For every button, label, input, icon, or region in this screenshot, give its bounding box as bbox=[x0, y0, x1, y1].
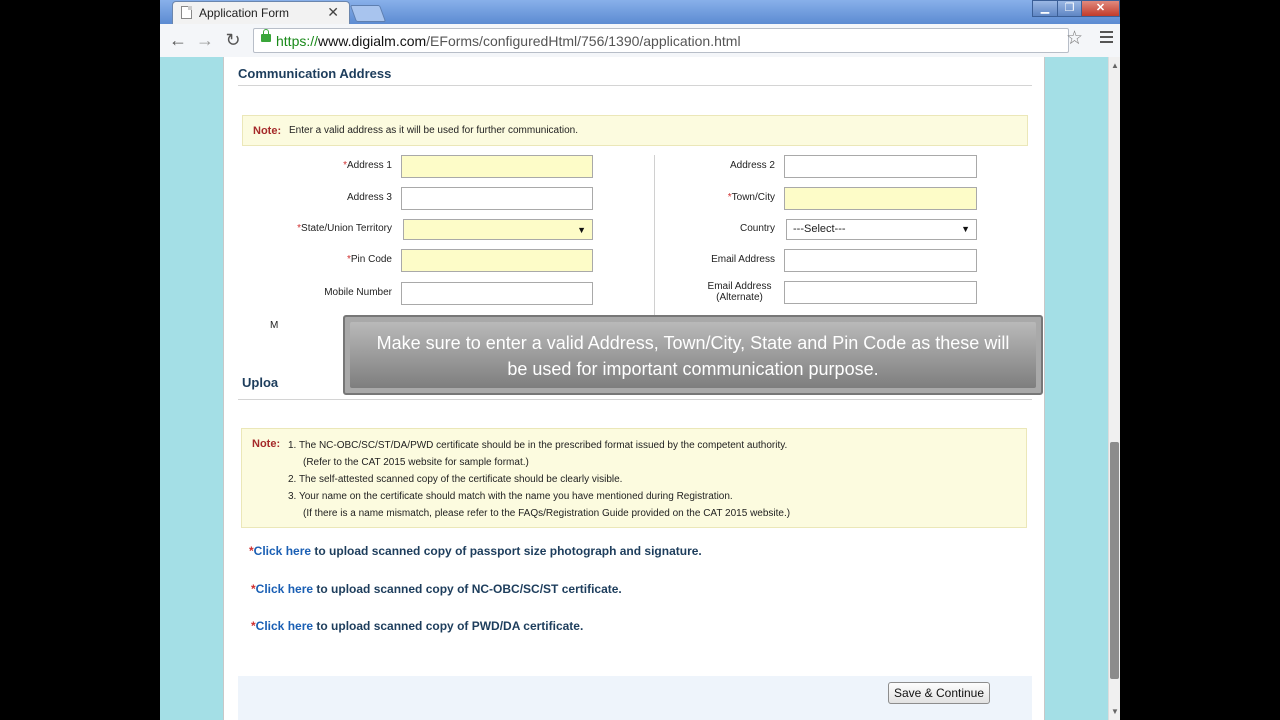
note-text: Enter a valid address as it will be used for further communication. bbox=[289, 125, 579, 136]
browser-toolbar bbox=[160, 24, 1120, 58]
section-divider bbox=[238, 399, 1032, 400]
minimize-button[interactable]: ▁ bbox=[1032, 0, 1058, 17]
address1-label: *Address 1 bbox=[343, 160, 392, 171]
mobile-input[interactable] bbox=[401, 282, 593, 305]
note-label: Note: bbox=[253, 125, 282, 137]
back-arrow-icon[interactable]: ← bbox=[169, 30, 187, 50]
url-host: www.digialm.com bbox=[318, 33, 427, 49]
address-bar[interactable] bbox=[253, 28, 1069, 53]
pin-code-input[interactable] bbox=[401, 249, 593, 272]
upload-section-title: Uploa bbox=[242, 375, 279, 390]
upload-photo-link[interactable]: Click here bbox=[253, 544, 312, 558]
form-page bbox=[223, 57, 1045, 720]
scroll-down-icon[interactable]: ▼ bbox=[1111, 707, 1119, 716]
tab-strip bbox=[160, 0, 1120, 24]
vertical-scrollbar[interactable] bbox=[1108, 57, 1120, 720]
state-select[interactable] bbox=[403, 219, 593, 240]
communication-address-title: Communication Address bbox=[238, 66, 392, 81]
email-alternate-input[interactable] bbox=[784, 281, 977, 304]
email-input[interactable] bbox=[784, 249, 977, 272]
state-label: *State/Union Territory bbox=[297, 223, 392, 234]
note-line: (Refer to the CAT 2015 website for sample format.) bbox=[303, 457, 529, 468]
email-label: Email Address bbox=[711, 254, 775, 265]
form-footer bbox=[238, 676, 1032, 720]
town-city-input[interactable] bbox=[784, 187, 977, 210]
pin-code-label: *Pin Code bbox=[346, 254, 392, 265]
country-label: Country bbox=[739, 223, 775, 234]
upload-pwd-link[interactable]: Click here bbox=[255, 619, 314, 633]
caption-text: Make sure to enter a valid Address, Town/City, State and Pin Code as these will be used for important communication purpose. bbox=[376, 333, 1010, 379]
email-alternate-label: Email Address (Alternate) bbox=[707, 281, 772, 303]
address2-input[interactable] bbox=[784, 155, 977, 178]
communication-note bbox=[242, 115, 1028, 146]
upload-note bbox=[241, 428, 1027, 528]
town-city-label: *Town/City bbox=[727, 192, 775, 203]
url-path: /EForms/configuredHtml/756/1390/application.html bbox=[426, 33, 741, 49]
maximize-button[interactable]: ❐ bbox=[1057, 0, 1082, 17]
note-line: 2. The self-attested scanned copy of the certificate should be clearly visible. bbox=[288, 474, 623, 485]
tab-title: Application Form bbox=[199, 6, 290, 20]
section-divider bbox=[238, 85, 1032, 86]
reload-icon[interactable]: ↻ bbox=[225, 30, 241, 50]
caption-overlay bbox=[343, 315, 1043, 395]
forward-arrow-icon[interactable]: → bbox=[196, 30, 214, 50]
page-viewport bbox=[160, 57, 1108, 720]
address2-label: Address 2 bbox=[729, 160, 775, 171]
new-tab-button[interactable] bbox=[350, 5, 386, 22]
upload-pwd-row: *Click here to upload scanned copy of PWD/DA certificate. bbox=[251, 619, 584, 633]
note-label: Note: bbox=[252, 438, 281, 450]
country-select[interactable]: ---Select--- ▼ bbox=[786, 219, 977, 240]
tab-close-icon[interactable]: ✕ bbox=[327, 4, 339, 20]
note-line: (If there is a name mismatch, please refer to the FAQs/Registration Guide provided on the CAT 2015 website.) bbox=[303, 508, 791, 519]
save-continue-button[interactable]: Save & Continue bbox=[888, 682, 990, 704]
bookmark-star-icon[interactable]: ☆ bbox=[1066, 28, 1084, 49]
tab-application-form[interactable] bbox=[172, 1, 350, 24]
url-text[interactable] bbox=[276, 33, 741, 49]
upload-caste-row: *Click here to upload scanned copy of NC-OBC/SC/ST certificate. bbox=[251, 582, 622, 596]
note-line: 1. The NC-OBC/SC/ST/DA/PWD certificate should be in the prescribed format issued by the competent authority. bbox=[288, 440, 788, 451]
lock-icon bbox=[261, 34, 271, 42]
upload-caste-link[interactable]: Click here bbox=[255, 582, 314, 596]
note-line: 3. Your name on the certificate should match with the name you have mentioned during Registration. bbox=[288, 491, 733, 502]
upload-photo-row: *Click here to upload scanned copy of passport size photograph and signature. bbox=[249, 544, 702, 558]
address3-input[interactable] bbox=[401, 187, 593, 210]
address3-label: Address 3 bbox=[346, 192, 392, 203]
scrollbar-thumb[interactable] bbox=[1110, 442, 1119, 679]
close-window-button[interactable]: ✕ bbox=[1081, 0, 1120, 17]
hidden-label-fragment: M bbox=[270, 320, 279, 331]
mobile-label: Mobile Number bbox=[324, 287, 392, 298]
scroll-up-icon[interactable]: ▲ bbox=[1111, 61, 1119, 70]
page-icon bbox=[181, 6, 192, 19]
menu-icon[interactable] bbox=[1100, 31, 1113, 46]
browser-window bbox=[160, 0, 1120, 720]
address1-input[interactable] bbox=[401, 155, 593, 178]
url-scheme: https:// bbox=[276, 33, 319, 49]
note-lines bbox=[288, 437, 790, 522]
